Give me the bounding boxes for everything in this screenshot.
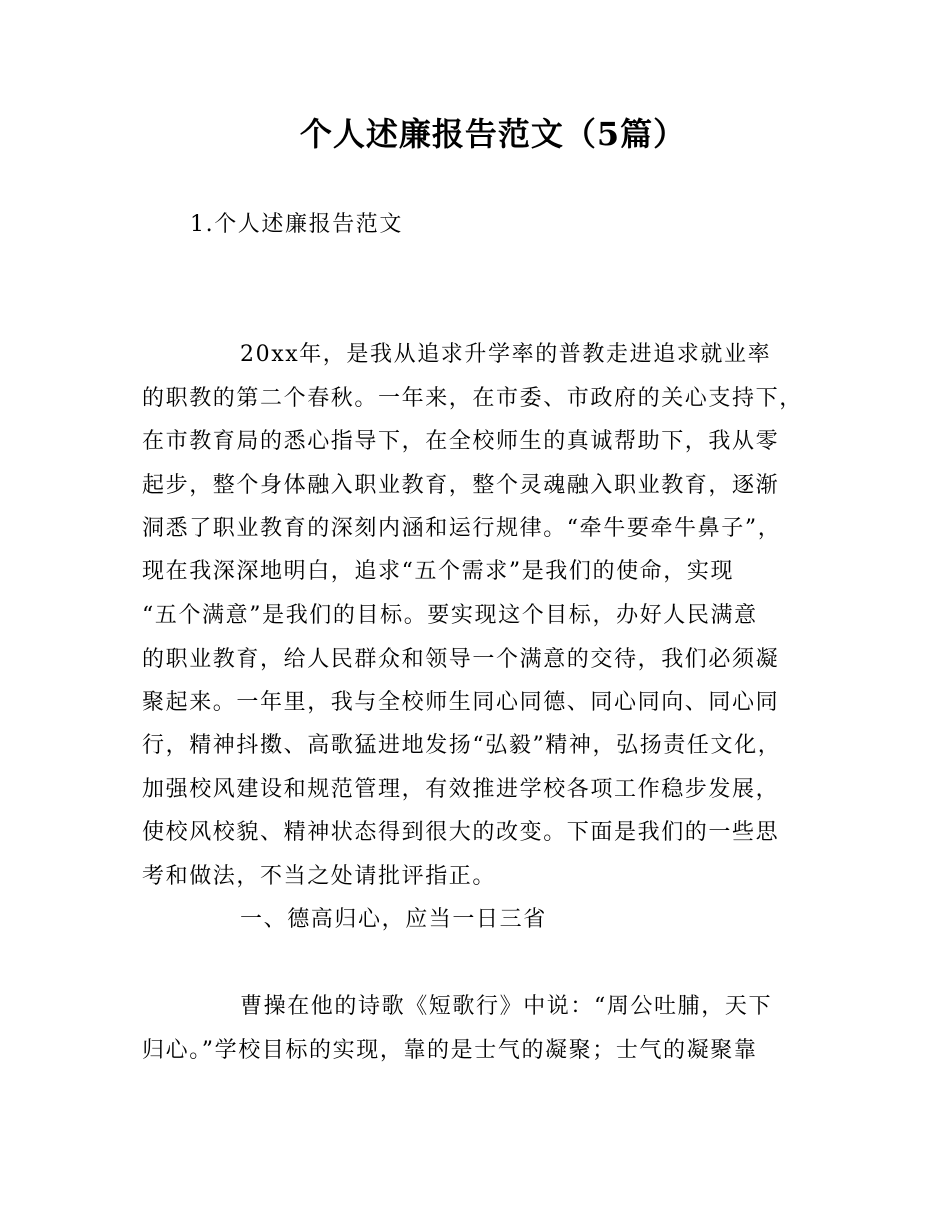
paragraph-line: 的职教的第二个春秋。一年来，在市委、市政府的关心支持下， bbox=[142, 386, 803, 411]
paragraph-line: 考和做法，不当之处请批评指正。 bbox=[142, 864, 497, 889]
paragraph-line: 20xx年，是我从追求升学率的普教走进追求就业率 bbox=[240, 342, 772, 367]
paragraph-line: 加强校风建设和规范管理，有效推进学校各项工作稳步发展， bbox=[142, 777, 780, 802]
paragraph-line: 洞悉了职业教育的深刻内涵和运行规律。“牵牛要牵牛鼻子”， bbox=[142, 516, 782, 541]
paragraph-line: 曹操在他的诗歌《短歌行》中说：“周公吐脯，天下 bbox=[240, 994, 773, 1019]
paragraph-line: 归心。”学校目标的实现，靠的是士气的凝聚；士气的凝聚靠 bbox=[142, 1038, 758, 1063]
paragraph-line: 起步，整个身体融入职业教育，整个灵魂融入职业教育，逐渐 bbox=[142, 473, 780, 498]
section-heading: 一、德高归心，应当一日三省 bbox=[240, 907, 547, 932]
paragraph-line: 的职业教育，给人民群众和领导一个满意的交待，我们必须凝 bbox=[142, 647, 780, 672]
paragraph-line: 聚起来。一年里，我与全校师生同心同德、同心同向、同心同 bbox=[142, 690, 780, 715]
paragraph-line: 使校风校貌、精神状态得到很大的改变。下面是我们的一些思 bbox=[142, 820, 780, 845]
paragraph-line: 行，精神抖擞、高歌猛进地发扬“弘毅”精神，弘扬责任文化， bbox=[142, 733, 782, 758]
document-title: 个人述廉报告范文（5篇） bbox=[299, 115, 687, 153]
paragraph-line: 在市教育局的悉心指导下，在全校师生的真诚帮助下，我从零 bbox=[142, 429, 780, 454]
paragraph-line: 现在我深深地明白，追求“五个需求”是我们的使命，实现 bbox=[142, 559, 735, 584]
subtitle: 1.个人述廉报告范文 bbox=[190, 212, 403, 237]
paragraph-line: “五个满意”是我们的目标。要实现这个目标，办好人民满意 bbox=[142, 603, 758, 628]
